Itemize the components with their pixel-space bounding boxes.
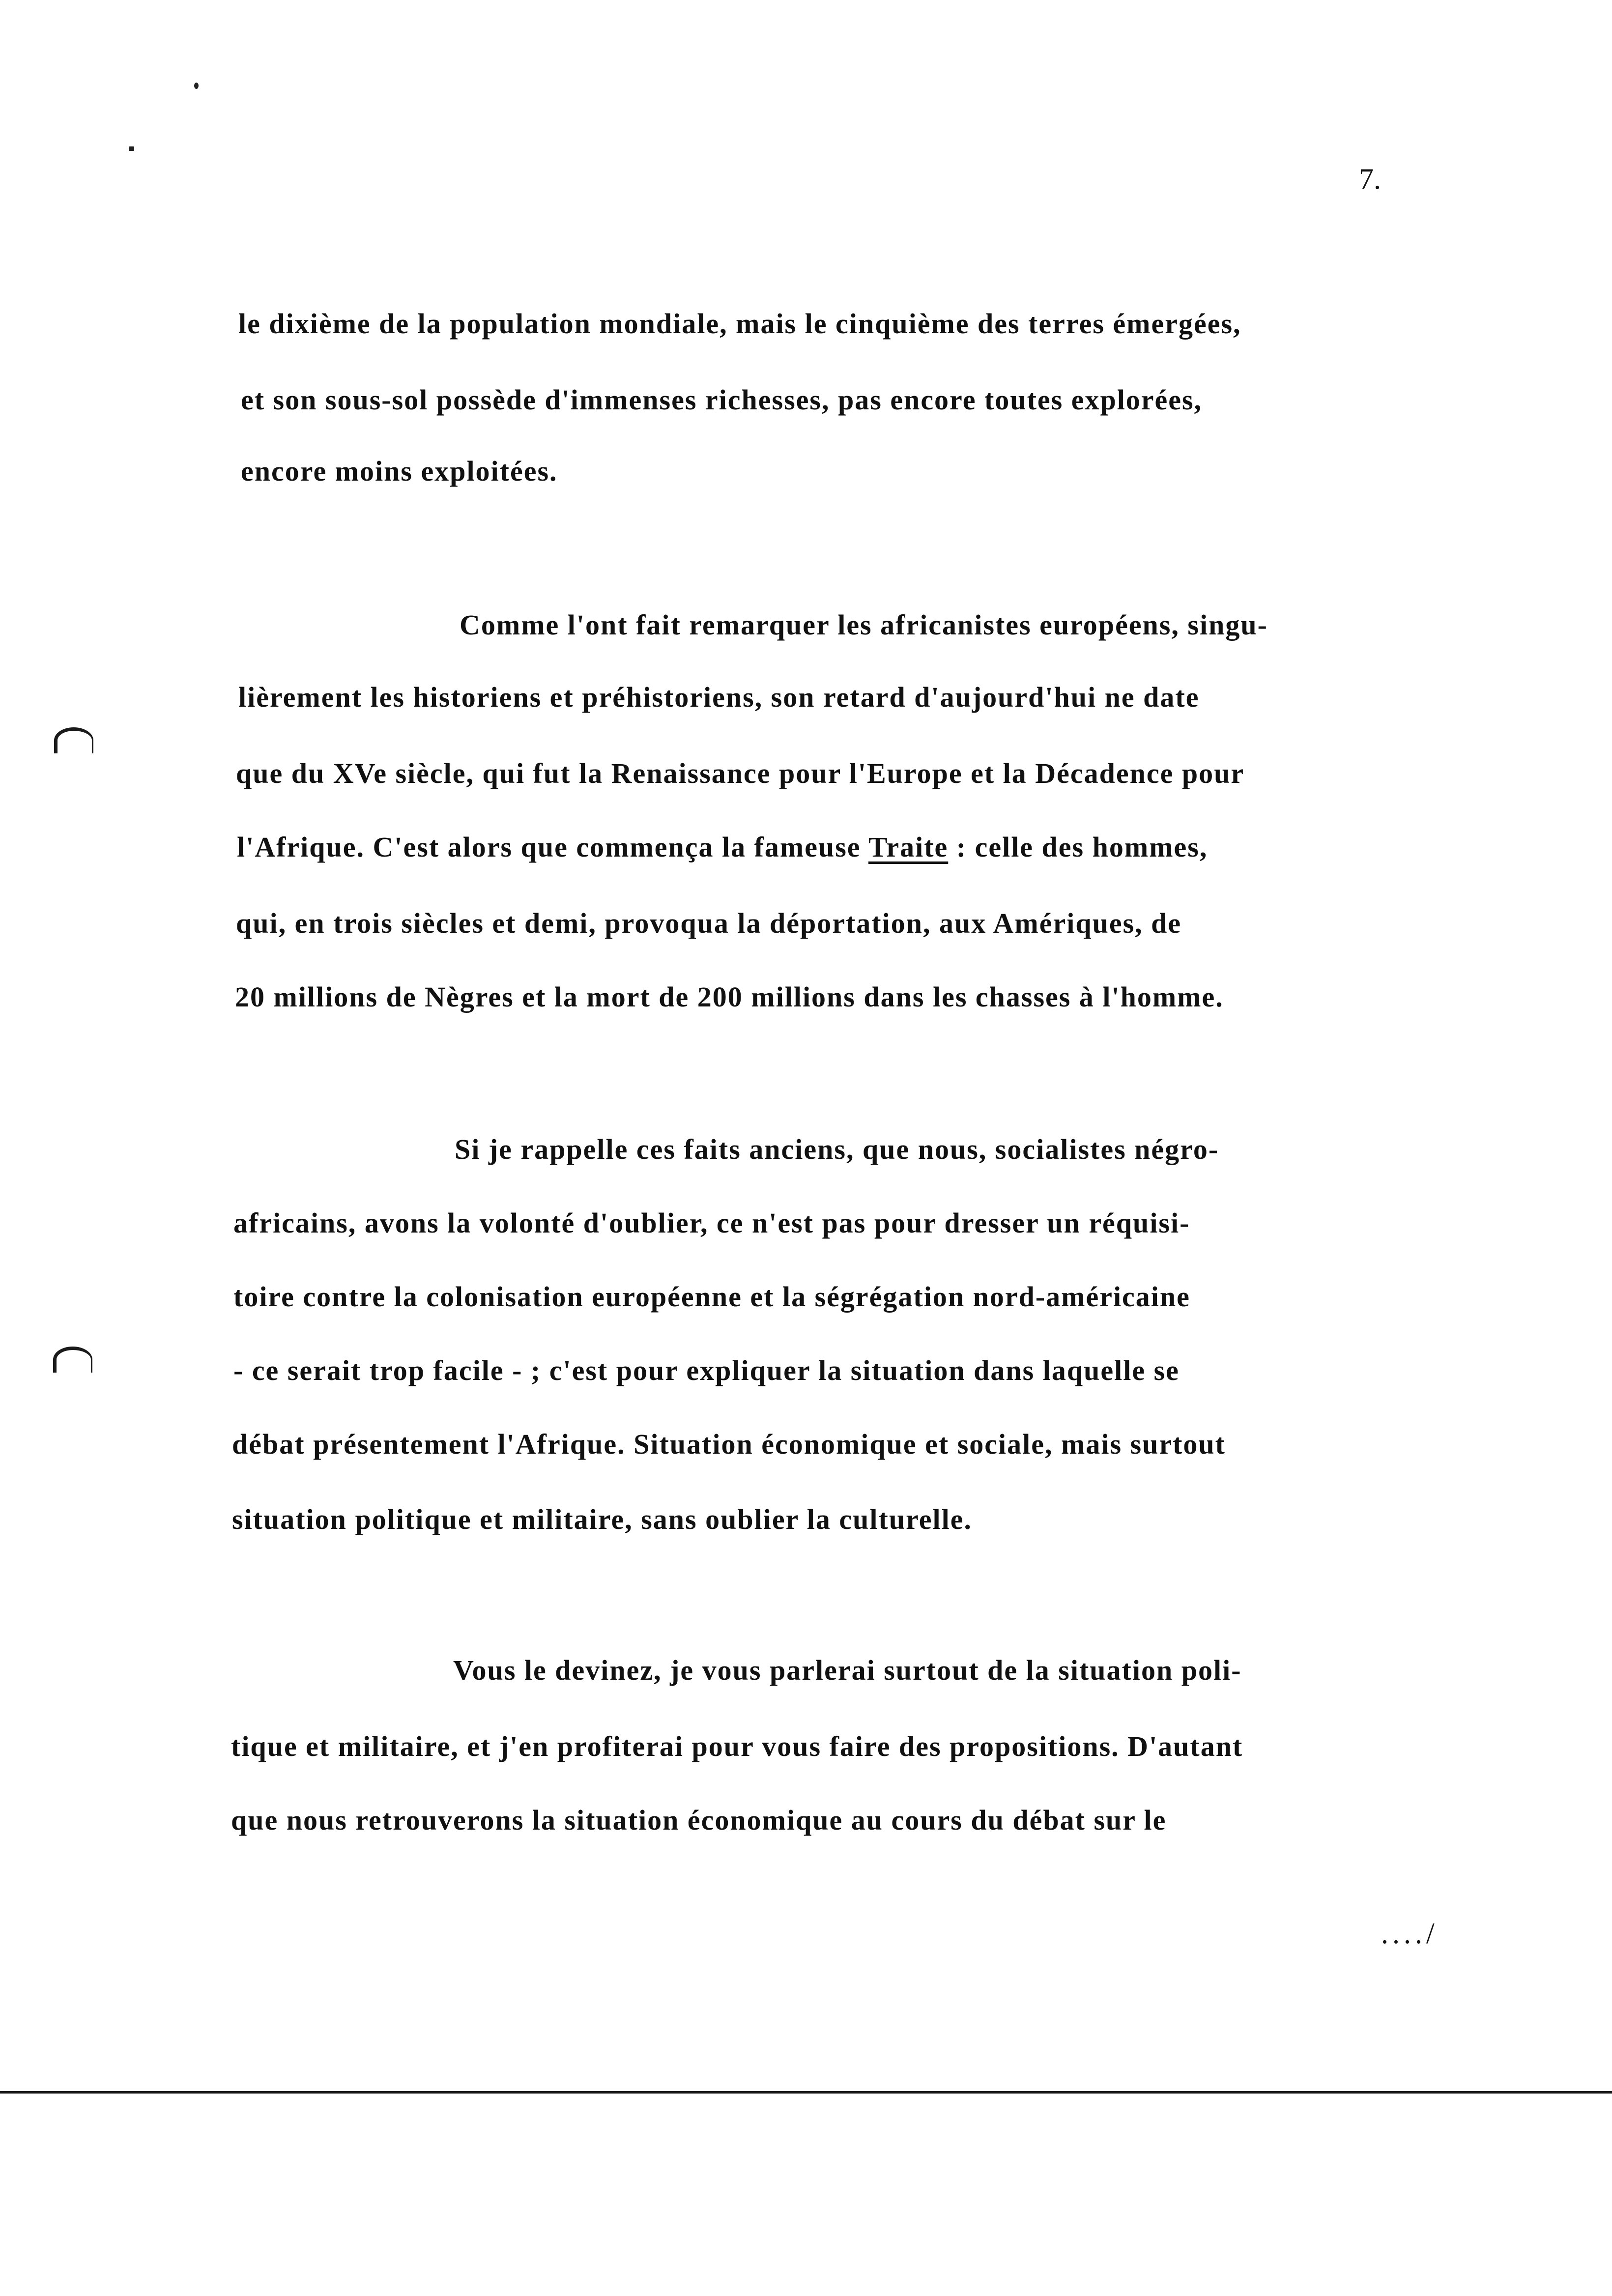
text-line: lièrement les historiens et préhistoriens, son retard d'aujourd'hui ne date	[238, 681, 1200, 713]
text-line: qui, en trois siècles et demi, provoqua la déportation, aux Amériques, de	[236, 907, 1182, 939]
text-line: encore moins exploitées.	[241, 455, 558, 487]
page-number: 7.	[1359, 163, 1381, 195]
bottom-rule	[0, 2091, 1612, 2094]
text-line: que du XVe siècle, qui fut la Renaissance pour l'Europe et la Décadence pour	[236, 757, 1245, 789]
text-line: Si je rappelle ces faits anciens, que nous, socialistes négro-	[455, 1133, 1219, 1165]
text-line: et son sous-sol possède d'immenses richesses, pas encore toutes explorées,	[241, 384, 1203, 416]
text-line: tique et militaire, et j'en profiterai pour vous faire des propositions. D'autant	[231, 1730, 1243, 1762]
text-line: toire contre la colonisation européenne et la ségrégation nord-américaine	[233, 1281, 1190, 1313]
scan-speck	[194, 83, 199, 89]
text-line: - ce serait trop facile - ; c'est pour expliquer la situation dans laquelle se	[233, 1354, 1180, 1386]
continuation-mark: ..../	[1381, 1917, 1439, 1950]
text-line: 20 millions de Nègres et la mort de 200 millions dans les chasses à l'homme.	[235, 981, 1224, 1013]
text-line: que nous retrouverons la situation économique au cours du débat sur le	[231, 1804, 1167, 1836]
binding-hole-mark	[53, 1347, 92, 1373]
text-line: Vous le devinez, je vous parlerai surtout de la situation poli-	[453, 1654, 1242, 1686]
text-line: le dixième de la population mondiale, mais le cinquième des terres émergées,	[238, 308, 1241, 340]
text-line: situation politique et militaire, sans oublier la culturelle.	[232, 1503, 972, 1535]
text-line: Comme l'ont fait remarquer les africanistes européens, singu-	[460, 609, 1268, 641]
underlined-word: Traite	[868, 831, 949, 863]
text-line	[237, 831, 1208, 863]
text-segment: : celle des hommes,	[948, 831, 1208, 863]
text-line: africains, avons la volonté d'oublier, ce n'est pas pour dresser un réquisi-	[233, 1207, 1190, 1239]
scan-speck	[129, 146, 134, 151]
text-line: débat présentement l'Afrique. Situation économique et sociale, mais surtout	[232, 1428, 1226, 1460]
binding-hole-mark	[54, 727, 93, 753]
text-segment: l'Afrique. C'est alors que commença la fameuse	[237, 831, 868, 863]
